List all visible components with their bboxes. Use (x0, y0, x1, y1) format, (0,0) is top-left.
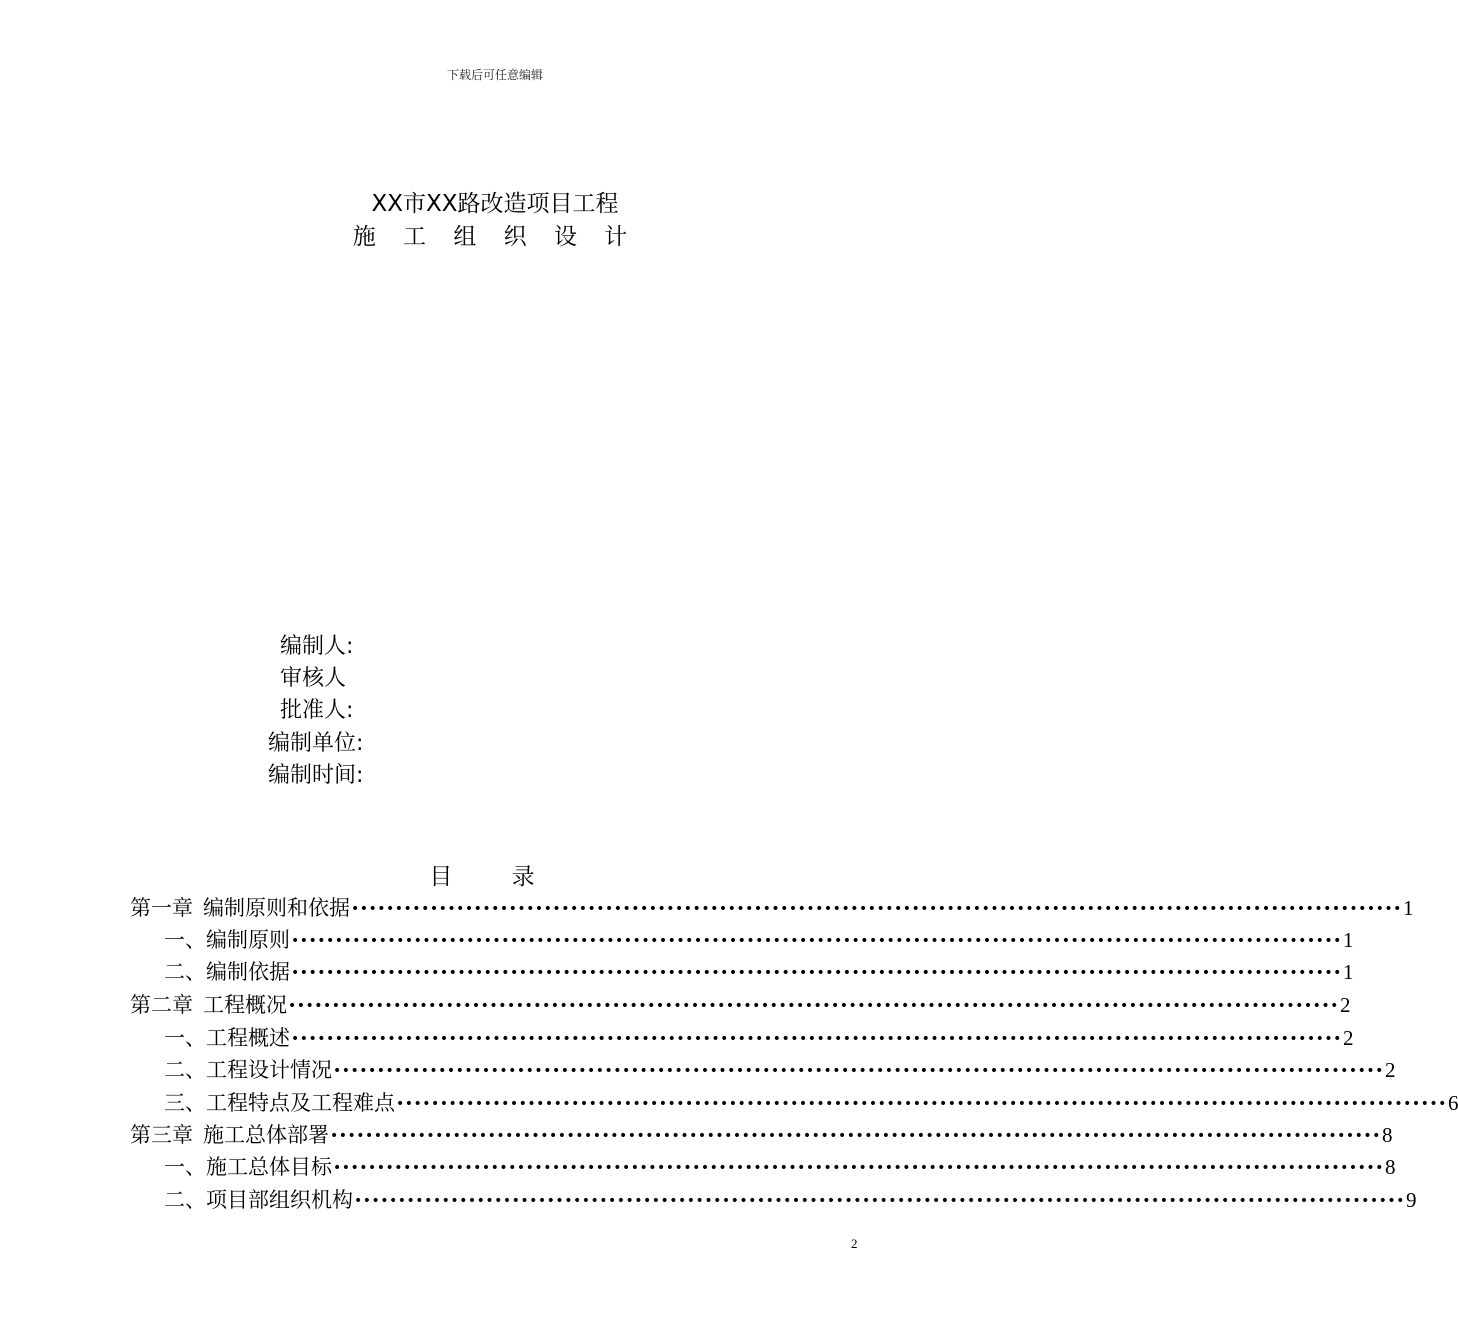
toc-entry-number: 第三章 (130, 1123, 193, 1147)
toc-entry[interactable] (164, 1091, 1458, 1115)
toc-entry-title: 施工总体部署 (203, 1123, 329, 1147)
toc-leader-dots: •••••••••••••••••••••••••••••••••••••••••••••••••••••••••••••••••••••••••••••••••••••••••••••••••••••••••••••••••••••••• (354, 1193, 1405, 1209)
toc-leader-dots: •••••••••••••••••••••••••••••••••••••••••••••••••••••••••••••••••••••••••••••••••••••••••••••••••••••••••••••••••••••••• (333, 1063, 1384, 1079)
toc-entry-page: 6 (1447, 1091, 1458, 1115)
signoff-approver: 批准人: (280, 698, 354, 723)
toc-entry[interactable] (130, 896, 1414, 920)
toc-entry-number: 第二章 (130, 993, 193, 1017)
toc-leader-dots: •••••••••••••••••••••••••••••••••••••••••••••••••••••••••••••••••••••••••••••••••••••••••••••••••••••••••••••••••••••••• (396, 1096, 1447, 1112)
toc-leader-dots: •••••••••••••••••••••••••••••••••••••••••••••••••••••••••••••••••••••••••••••••••••••••••••••••••••••••••••••••••••••••• (333, 1160, 1384, 1176)
toc-entry-page: 2 (1339, 993, 1351, 1017)
toc-entry-page: 8 (1384, 1155, 1396, 1179)
toc-entry[interactable] (130, 993, 1351, 1017)
toc-entry[interactable] (164, 1058, 1396, 1082)
toc-entry-number: 二、 (164, 1058, 206, 1082)
toc-entry[interactable] (164, 1026, 1354, 1050)
signoff-organization: 编制单位: (268, 731, 364, 756)
toc-entry-page: 1 (1342, 960, 1354, 984)
header-note: 下载后可任意编辑 (446, 68, 543, 82)
toc-entry-title: 工程设计情况 (206, 1058, 332, 1082)
toc-entry-page: 9 (1405, 1188, 1417, 1212)
toc-entry-number: 二、 (164, 1188, 206, 1212)
toc-entry-title: 施工总体目标 (206, 1155, 332, 1179)
toc-entry-page: 2 (1342, 1026, 1354, 1050)
toc-entry[interactable] (164, 960, 1354, 984)
toc-leader-dots: •••••••••••••••••••••••••••••••••••••••••••••••••••••••••••••••••••••••••••••••••••••••••••••••••••••••••••••••••••••••• (288, 998, 1339, 1014)
toc-leader-dots: •••••••••••••••••••••••••••••••••••••••••••••••••••••••••••••••••••••••••••••••••••••••••••••••••••••••••••••••••••••••• (291, 933, 1342, 949)
signoff-compiler: 编制人: (280, 634, 354, 659)
toc-entry-number: 一、 (164, 928, 206, 952)
toc-entry-title: 项目部组织机构 (206, 1188, 353, 1212)
signoff-date: 编制时间: (268, 763, 364, 788)
toc-entry-number: 第一章 (130, 896, 193, 920)
toc-entry-title: 工程概况 (203, 993, 287, 1017)
toc-entry-number: 一、 (164, 1155, 206, 1179)
toc-entry-page: 1 (1342, 928, 1354, 952)
toc-entry-number: 二、 (164, 960, 206, 984)
toc-entry[interactable] (164, 1188, 1417, 1212)
toc-leader-dots: •••••••••••••••••••••••••••••••••••••••••••••••••••••••••••••••••••••••••••••••••••••••••••••••••••••••••••••••••••••••• (330, 1128, 1381, 1144)
toc-entry-title: 编制原则 (206, 928, 290, 952)
toc-entry[interactable] (164, 928, 1354, 952)
document-title: XX市XX路改造项目工程 (371, 191, 619, 217)
toc-entry[interactable] (164, 1155, 1396, 1179)
toc-leader-dots: •••••••••••••••••••••••••••••••••••••••••••••••••••••••••••••••••••••••••••••••••••••••••••••••••••••••••••••••••••••••• (351, 901, 1402, 917)
toc-entry-number: 三、 (164, 1091, 206, 1115)
toc-heading: 目 录 (429, 864, 561, 890)
toc-entry-title: 编制依据 (206, 960, 290, 984)
toc-entry-title: 编制原则和依据 (203, 896, 350, 920)
toc-entry-page: 1 (1402, 896, 1414, 920)
toc-entry-page: 2 (1384, 1058, 1396, 1082)
page-number: 2 (851, 1236, 858, 1251)
toc-entry[interactable] (130, 1123, 1393, 1147)
toc-entry-title: 工程概述 (206, 1026, 290, 1050)
toc-entry-number: 一、 (164, 1026, 206, 1050)
document-subtitle: 施 工 组 织 设 计 (352, 224, 638, 250)
toc-entry-title: 工程特点及工程难点 (206, 1091, 395, 1115)
toc-leader-dots: •••••••••••••••••••••••••••••••••••••••••••••••••••••••••••••••••••••••••••••••••••••••••••••••••••••••••••••••••••••••• (291, 965, 1342, 981)
toc-leader-dots: •••••••••••••••••••••••••••••••••••••••••••••••••••••••••••••••••••••••••••••••••••••••••••••••••••••••••••••••••••••••• (291, 1031, 1342, 1047)
toc-entry-page: 8 (1381, 1123, 1393, 1147)
signoff-reviewer: 审核人 (280, 666, 347, 691)
